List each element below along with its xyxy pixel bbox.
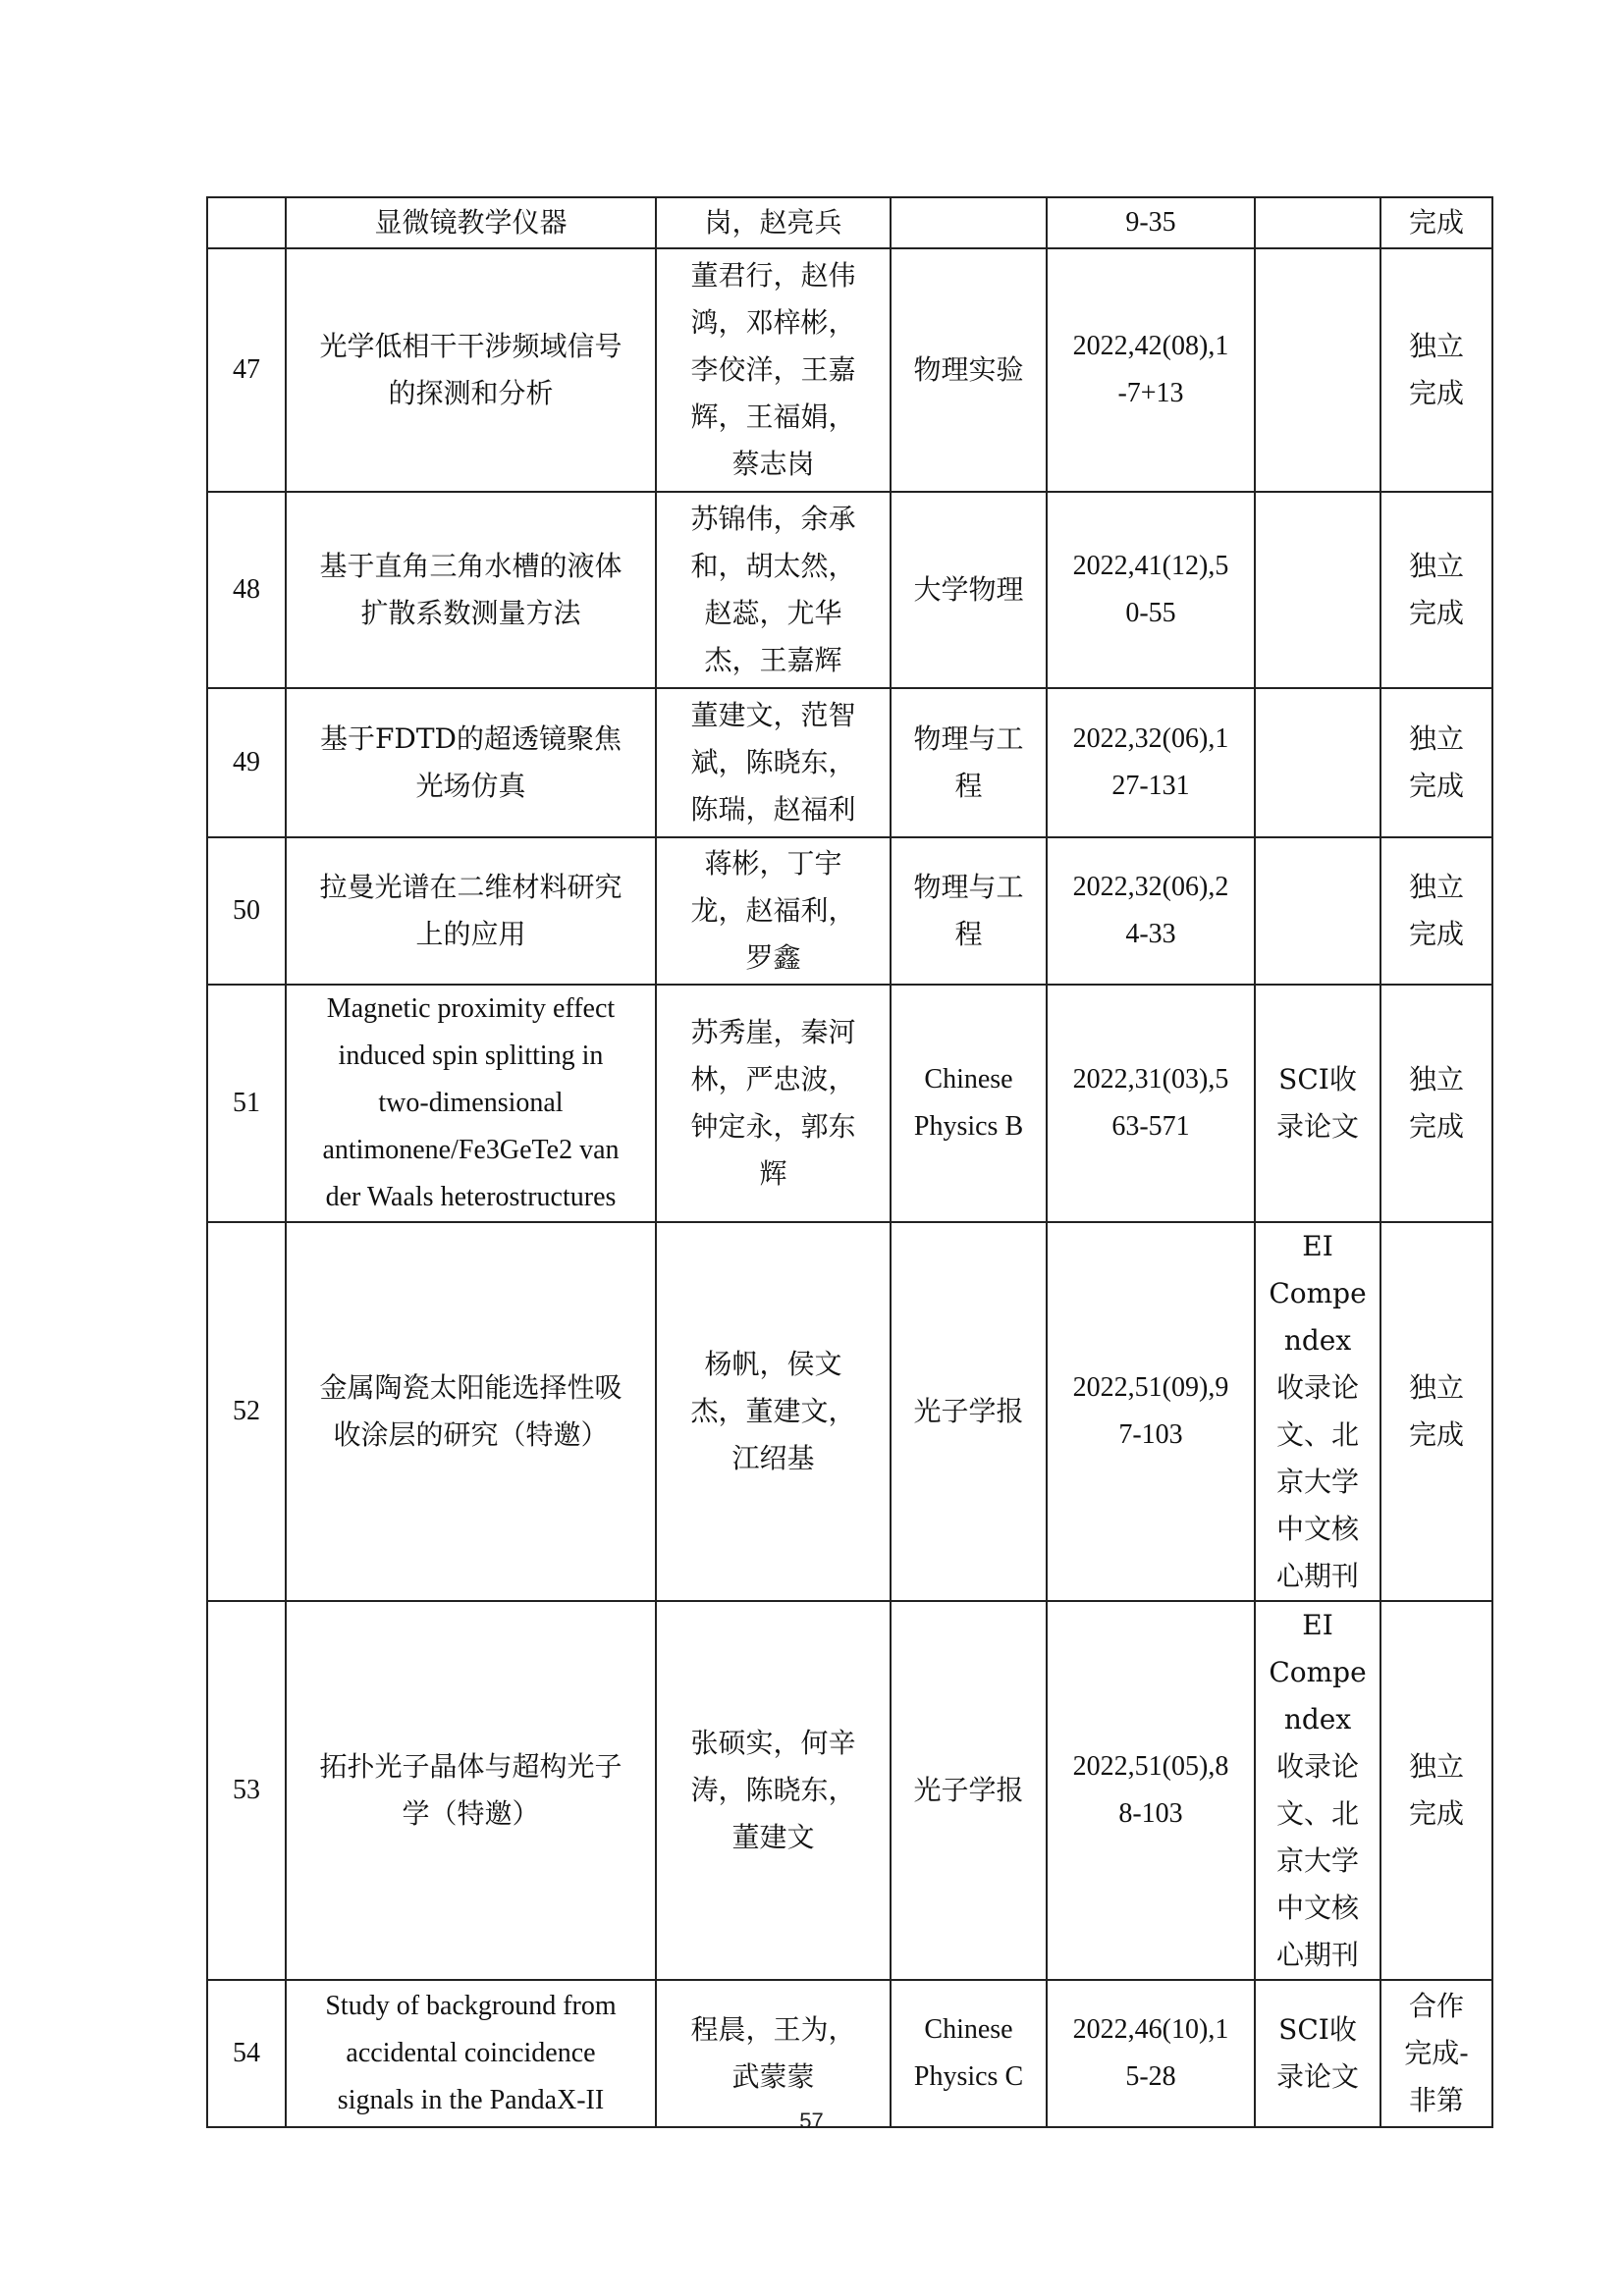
indexing-note-cell: SCI收 录论文 <box>1255 985 1380 1222</box>
authors-cell: 苏锦伟，余承 和，胡太然， 赵蕊，尤华 杰，王嘉辉 <box>656 492 891 688</box>
serial-number-cell: 53 <box>207 1601 286 1980</box>
indexing-note-cell <box>1255 197 1380 248</box>
journal-cell: Chinese Physics B <box>891 985 1047 1222</box>
journal-cell: Chinese Physics C <box>891 1980 1047 2127</box>
title-cell: Study of background from accidental coincidence signals in the PandaX-II <box>286 1980 656 2127</box>
table-row <box>207 1601 1492 1980</box>
table-row <box>207 837 1492 985</box>
year-volume-pages-cell: 2022,42(08),1 -7+13 <box>1047 248 1255 492</box>
indexing-note-cell: SCI收 录论文 <box>1255 1980 1380 2127</box>
title-cell: 拉曼光谱在二维材料研究 上的应用 <box>286 837 656 985</box>
serial-number-cell: 48 <box>207 492 286 688</box>
authors-cell: 苏秀崖，秦河 林，严忠波， 钟定永，郭东 辉 <box>656 985 891 1222</box>
title-cell: 显微镜教学仪器 <box>286 197 656 248</box>
title-cell: 金属陶瓷太阳能选择性吸 收涂层的研究（特邀） <box>286 1222 656 1601</box>
authors-cell: 董建文，范智 斌，陈晓东， 陈瑞，赵福利 <box>656 688 891 837</box>
title-cell: 基于FDTD的超透镜聚焦 光场仿真 <box>286 688 656 837</box>
table-row <box>207 985 1492 1222</box>
authors-cell: 岗，赵亮兵 <box>656 197 891 248</box>
indexing-note-cell <box>1255 492 1380 688</box>
completion-mode-cell: 独立 完成 <box>1380 1222 1492 1601</box>
completion-mode-cell: 独立 完成 <box>1380 1601 1492 1980</box>
journal-cell: 物理实验 <box>891 248 1047 492</box>
page-number: 57 <box>799 2109 824 2133</box>
serial-number-cell: 52 <box>207 1222 286 1601</box>
indexing-note-cell <box>1255 248 1380 492</box>
year-volume-pages-cell: 2022,31(03),5 63-571 <box>1047 985 1255 1222</box>
table-row <box>207 248 1492 492</box>
journal-cell <box>891 197 1047 248</box>
publication-table-body <box>207 197 1492 2127</box>
year-volume-pages-cell: 2022,32(06),2 4-33 <box>1047 837 1255 985</box>
completion-mode-cell: 完成 <box>1380 197 1492 248</box>
completion-mode-cell: 独立 完成 <box>1380 248 1492 492</box>
journal-cell: 光子学报 <box>891 1601 1047 1980</box>
table-row <box>207 197 1492 248</box>
title-cell: 拓扑光子晶体与超构光子 学（特邀） <box>286 1601 656 1980</box>
year-volume-pages-cell: 2022,41(12),5 0-55 <box>1047 492 1255 688</box>
table-row <box>207 1222 1492 1601</box>
year-volume-pages-cell: 2022,32(06),1 27-131 <box>1047 688 1255 837</box>
serial-number-cell: 50 <box>207 837 286 985</box>
title-cell: Magnetic proximity effect induced spin splitting in two-dimensional antimonene/Fe3GeTe2 van der Waals heterostructures <box>286 985 656 1222</box>
journal-cell: 物理与工 程 <box>891 837 1047 985</box>
serial-number-cell: 51 <box>207 985 286 1222</box>
title-cell: 基于直角三角水槽的液体 扩散系数测量方法 <box>286 492 656 688</box>
serial-number-cell: 54 <box>207 1980 286 2127</box>
authors-cell: 蒋彬，丁宇 龙，赵福利， 罗鑫 <box>656 837 891 985</box>
authors-cell: 杨帆，侯文 杰，董建文， 江绍基 <box>656 1222 891 1601</box>
journal-cell: 大学物理 <box>891 492 1047 688</box>
journal-cell: 光子学报 <box>891 1222 1047 1601</box>
indexing-note-cell <box>1255 688 1380 837</box>
journal-cell: 物理与工 程 <box>891 688 1047 837</box>
year-volume-pages-cell: 9-35 <box>1047 197 1255 248</box>
title-cell: 光学低相干干涉频域信号 的探测和分析 <box>286 248 656 492</box>
serial-number-cell: 49 <box>207 688 286 837</box>
table-row <box>207 1980 1492 2127</box>
completion-mode-cell: 独立 完成 <box>1380 985 1492 1222</box>
serial-number-cell: 47 <box>207 248 286 492</box>
table-row <box>207 492 1492 688</box>
authors-cell: 张硕实，何辛 涛，陈晓东， 董建文 <box>656 1601 891 1980</box>
table-row <box>207 688 1492 837</box>
authors-cell: 程晨，王为， 武蒙蒙 <box>656 1980 891 2127</box>
publication-table <box>206 196 1493 2128</box>
authors-cell: 董君行，赵伟 鸿，邓梓彬， 李佼洋，王嘉 辉，王福娟， 蔡志岗 <box>656 248 891 492</box>
completion-mode-cell: 合作 完成- 非第 <box>1380 1980 1492 2127</box>
indexing-note-cell <box>1255 837 1380 985</box>
indexing-note-cell: EI Compe ndex 收录论 文、北 京大学 中文核 心期刊 <box>1255 1222 1380 1601</box>
indexing-note-cell: EI Compe ndex 收录论 文、北 京大学 中文核 心期刊 <box>1255 1601 1380 1980</box>
completion-mode-cell: 独立 完成 <box>1380 492 1492 688</box>
completion-mode-cell: 独立 完成 <box>1380 688 1492 837</box>
completion-mode-cell: 独立 完成 <box>1380 837 1492 985</box>
year-volume-pages-cell: 2022,51(09),9 7-103 <box>1047 1222 1255 1601</box>
year-volume-pages-cell: 2022,51(05),8 8-103 <box>1047 1601 1255 1980</box>
serial-number-cell <box>207 197 286 248</box>
year-volume-pages-cell: 2022,46(10),1 5-28 <box>1047 1980 1255 2127</box>
